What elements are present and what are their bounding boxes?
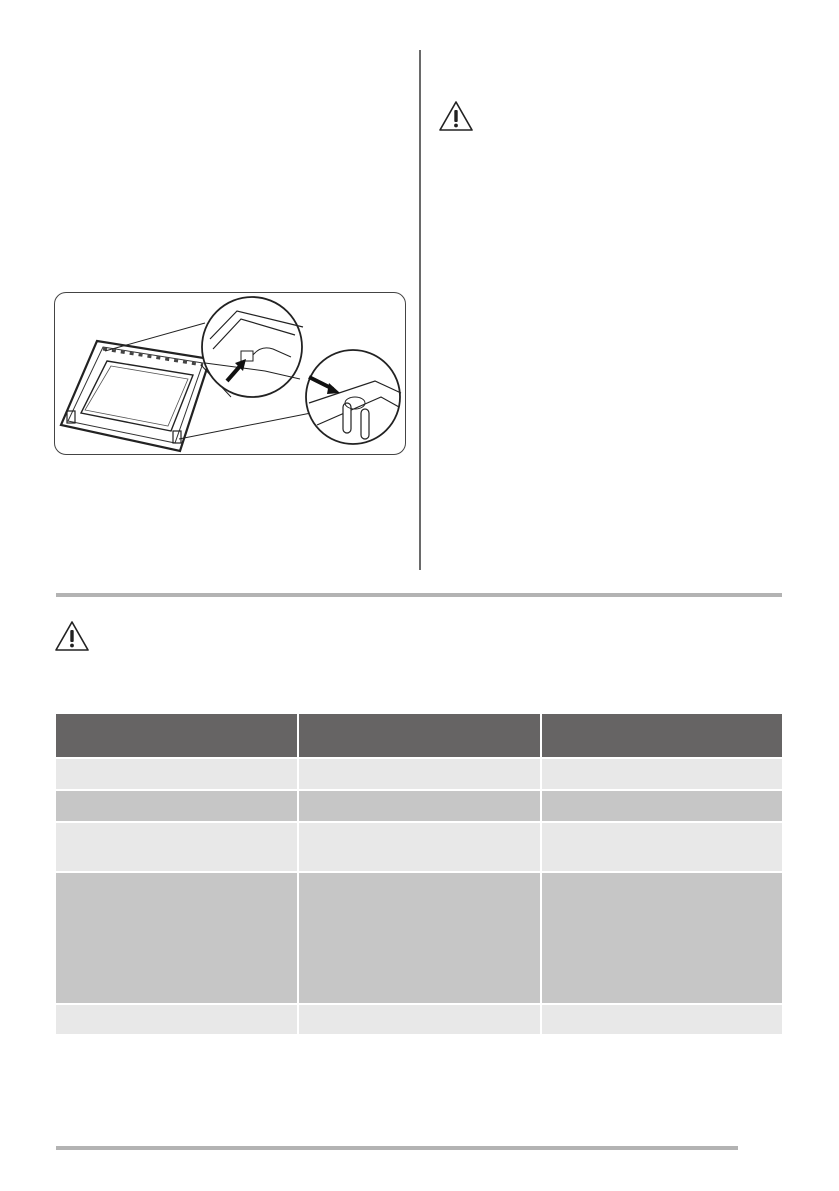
table-cell xyxy=(56,1005,297,1034)
table-header-cell xyxy=(542,714,782,757)
table-cell xyxy=(56,873,297,1003)
data-table xyxy=(56,714,782,1034)
table-cell xyxy=(299,759,540,789)
table-cell xyxy=(56,791,297,821)
column-divider xyxy=(419,50,421,570)
table-header-cell xyxy=(56,714,297,757)
table-cell xyxy=(542,823,782,871)
table-cell xyxy=(542,759,782,789)
table-cell xyxy=(56,759,297,789)
table-header-cell xyxy=(299,714,540,757)
table-cell xyxy=(299,791,540,821)
door-illustration xyxy=(54,292,406,455)
table-cell xyxy=(56,823,297,871)
warning-icon xyxy=(438,100,474,132)
table-cell xyxy=(299,873,540,1003)
table-cell xyxy=(542,873,782,1003)
table-cell xyxy=(542,791,782,821)
warning-icon xyxy=(54,620,90,652)
table-cell xyxy=(542,1005,782,1034)
table-cell xyxy=(299,823,540,871)
section-rule xyxy=(56,593,782,597)
footer-rule xyxy=(56,1146,738,1150)
table-cell xyxy=(299,1005,540,1034)
